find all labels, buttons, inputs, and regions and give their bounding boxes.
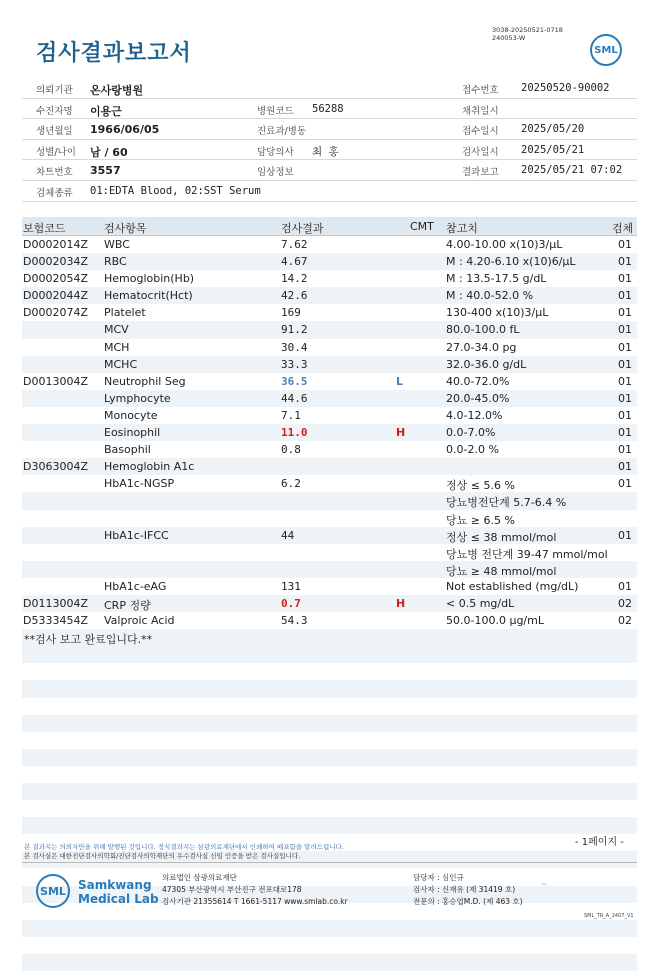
header-cmt: CMT (410, 220, 434, 233)
test-name: Basophil (104, 443, 151, 457)
test-name: MCH (104, 340, 130, 354)
specimen-code: 01 (618, 374, 632, 388)
insurance-code: D5333454Z (23, 614, 88, 628)
empty-row (22, 698, 637, 715)
insurance-code: D0002074Z (23, 306, 88, 320)
footer-logo (36, 874, 70, 908)
specimen-code: 01 (618, 289, 632, 303)
test-name: MCHC (104, 357, 138, 371)
empty-row (22, 954, 637, 971)
test-result: 42.6 (281, 289, 308, 303)
specimen-code: 02 (618, 596, 632, 610)
table-row (22, 424, 637, 441)
header-label: 성별/나이 (36, 146, 76, 158)
test-name: MCV (104, 323, 129, 337)
test-name: Monocyte (104, 408, 158, 422)
specimen-code: 01 (618, 340, 632, 354)
test-result: 30.4 (281, 340, 308, 354)
staff-line: 담당자 : 심인규 (413, 873, 464, 882)
empty-row (22, 766, 637, 783)
table-row (22, 287, 637, 304)
reference-range: 0.0-7.0% (446, 426, 496, 440)
staff-info (413, 872, 523, 908)
report-title: 검사결과보고서 (36, 41, 192, 66)
lab-info-line: 47305 부산광역시 부산진구 전포대로178 (162, 885, 302, 894)
table-row (22, 253, 637, 270)
disclaimer-note: 본 결과지는 의뢰자만을 위해 발행된 것입니다. 정식결과지는 삼광의료재단에서 인쇄하여 배포함을 알려드립니다. (24, 843, 344, 851)
reference-range: 4.0-12.0% (446, 408, 503, 422)
test-result: 14.2 (281, 272, 308, 286)
test-result: 6.2 (281, 477, 301, 491)
header-label: 의뢰기관 (36, 85, 73, 96)
empty-row (22, 800, 637, 817)
header-label: 병원코드 (257, 105, 294, 117)
reference-range: 정상 ≤ 38 mmol/mol (446, 530, 557, 544)
insurance-code: D0113004Z (23, 596, 88, 610)
header-label: 검체종류 (36, 187, 73, 199)
accreditation-note: 본 검사실은 대한진단검사의학회/진단검사의학재단의 우수검사실 신임 인증을 받은 검사실입니다. (24, 852, 301, 860)
header-row (22, 119, 637, 140)
empty-row (22, 646, 637, 663)
insurance-code: D0002044Z (23, 289, 88, 303)
table-row (22, 390, 637, 407)
test-result: 169 (281, 306, 301, 320)
header-label: 검사일시 (462, 146, 499, 158)
header-value: 2025/05/20 (521, 123, 585, 136)
specimen-code: 01 (618, 528, 632, 542)
lab-info-line: 의료법인 삼광의료재단 (162, 873, 237, 882)
reference-range: M : 4.20-6.10 x(10)6/μL (446, 255, 576, 269)
signature: ~ (540, 880, 548, 890)
specimen-code: 01 (618, 255, 632, 269)
reference-range: 당뇨 ≥ 48 mmol/mol (446, 564, 557, 578)
document-id-line: 240053-W (492, 34, 526, 42)
test-name: Neutrophil Seg (104, 374, 186, 388)
test-name: HbA1c-IFCC (104, 528, 169, 542)
table-row (22, 578, 637, 595)
document-id-line: 3038-20250521-0718 (492, 26, 563, 34)
specimen-code: 01 (618, 460, 632, 474)
header-value: 3557 (90, 164, 121, 178)
header-ref: 참고치 (446, 222, 478, 235)
header-label: 임상정보 (257, 167, 294, 179)
specimen-code: 01 (618, 357, 632, 371)
header-value: 20250520-90002 (521, 82, 610, 94)
test-name: Hemoglobin(Hb) (104, 272, 195, 286)
logo-text: SML (594, 44, 618, 56)
lab-name-line2: Medical Lab (78, 892, 159, 906)
reference-range: 정상 ≤ 5.6 % (446, 479, 515, 493)
header-value: 2025/05/21 07:02 (521, 164, 623, 177)
table-row (22, 595, 637, 612)
test-name: Eosinophil (104, 426, 161, 440)
header-value: 01:EDTA Blood, 02:SST Serum (90, 184, 261, 197)
result-flag: H (396, 426, 406, 440)
reference-range: 27.0-34.0 pg (446, 340, 517, 354)
header-row (22, 99, 637, 120)
specimen-code: 01 (618, 408, 632, 422)
header-result: 검사결과 (281, 222, 324, 235)
table-row (22, 270, 637, 287)
reference-range: 20.0-45.0% (446, 391, 510, 405)
reference-range: 0.0-2.0 % (446, 443, 499, 457)
empty-row (22, 749, 637, 766)
reference-range: M : 40.0-52.0 % (446, 289, 534, 303)
table-row (22, 356, 637, 373)
header-value: 56288 (312, 102, 344, 115)
empty-row (22, 817, 637, 834)
test-result: 131 (281, 579, 301, 593)
header-label: 결과보고 (462, 167, 499, 179)
header-value: 최 홍 (312, 145, 339, 158)
empty-row (22, 937, 637, 954)
test-name: CRP 정량 (104, 598, 151, 612)
test-result: 7.62 (281, 238, 308, 251)
test-result: 7.1 (281, 408, 301, 422)
table-body (22, 236, 637, 971)
table-row (22, 510, 637, 527)
test-result: 54.3 (281, 614, 308, 628)
test-result: 4.67 (281, 255, 308, 269)
reference-range: 130-400 x(10)3/μL (446, 306, 549, 320)
insurance-code: D3063004Z (23, 460, 88, 474)
specimen-code: 01 (618, 426, 632, 440)
test-name: HbA1c-eAG (104, 579, 167, 593)
test-name: RBC (104, 255, 127, 269)
sml-logo (590, 34, 622, 66)
test-name: WBC (104, 238, 130, 251)
patient-header (22, 78, 637, 202)
lab-info (162, 872, 348, 908)
test-name: Valproic Acid (104, 614, 175, 628)
empty-row (22, 680, 637, 697)
specimen-code: 01 (618, 238, 632, 251)
result-flag: L (396, 374, 404, 388)
header-spec: 검체 (612, 222, 634, 235)
table-header (22, 217, 637, 236)
header-row (22, 160, 637, 181)
reference-range: Not established (mg/dL) (446, 579, 579, 593)
empty-row (22, 920, 637, 937)
table-row (22, 492, 637, 509)
lab-info-line: 검사기관 21355614 T 1661-5117 www.smlab.co.kr (162, 897, 348, 906)
test-result: 33.3 (281, 357, 308, 371)
header-value: 이용근 (90, 104, 122, 118)
empty-row (22, 732, 637, 749)
specimen-code: 01 (618, 391, 632, 405)
document-id (492, 26, 563, 42)
lab-name-line1: Samkwang (78, 878, 152, 892)
test-result: 91.2 (281, 323, 308, 337)
lab-name (78, 878, 159, 906)
staff-line: 전문의 : 홍승엽M.D. (제 463 호) (413, 897, 523, 906)
staff-line: 검사자 : 신재유 (제 31419 호) (413, 885, 516, 894)
test-result: 36.5 (281, 374, 308, 388)
table-row (22, 407, 637, 424)
report-complete-note: **검사 보고 완료입니다.** (24, 633, 153, 647)
header-label: 생년월일 (36, 126, 73, 138)
test-name: HbA1c-NGSP (104, 477, 175, 491)
header-label: 진료과/병동 (257, 126, 307, 138)
table-row (22, 612, 637, 629)
specimen-code: 01 (618, 323, 632, 337)
reference-range: M : 13.5-17.5 g/dL (446, 272, 547, 286)
insurance-code: D0002034Z (23, 255, 88, 269)
reference-range: 4.00-10.00 x(10)3/μL (446, 238, 563, 251)
insurance-code: D0013004Z (23, 374, 88, 388)
footer-divider (22, 862, 637, 863)
specimen-code: 01 (618, 579, 632, 593)
header-label: 접수번호 (462, 85, 499, 96)
header-label: 차트번호 (36, 167, 73, 179)
header-value: 2025/05/21 (521, 143, 585, 156)
empty-row (22, 663, 637, 680)
table-row (22, 339, 637, 356)
header-row (22, 181, 637, 202)
form-version: SML_TR_A_2407_V1 (584, 913, 634, 919)
test-name: Hematocrit(Hct) (104, 289, 193, 303)
table-row (22, 373, 637, 390)
empty-row (22, 715, 637, 732)
header-value: 남 / 60 (90, 145, 128, 159)
reference-range: 당뇨 ≥ 6.5 % (446, 513, 515, 527)
reference-range: < 0.5 mg/dL (446, 596, 515, 610)
table-row (22, 441, 637, 458)
test-result: 44 (281, 528, 295, 542)
table-row (22, 458, 637, 475)
test-name: Platelet (104, 306, 146, 320)
header-label: 담당의사 (257, 146, 294, 158)
table-row (22, 561, 637, 578)
table-row (22, 527, 637, 544)
header-item: 검사항목 (104, 222, 147, 235)
test-result: 44.6 (281, 391, 308, 405)
specimen-code: 01 (618, 272, 632, 286)
empty-row (22, 783, 637, 800)
reference-range: 32.0-36.0 g/dL (446, 357, 527, 371)
header-label: 접수일시 (462, 126, 499, 138)
header-label: 채취일시 (462, 105, 499, 117)
test-result: 0.7 (281, 596, 301, 610)
test-result: 0.8 (281, 443, 301, 457)
header-row (22, 140, 637, 161)
reference-range: 40.0-72.0% (446, 374, 510, 388)
header-row (22, 78, 637, 99)
table-row (22, 304, 637, 321)
specimen-code: 01 (618, 443, 632, 457)
table-row (22, 236, 637, 253)
insurance-code: D0002054Z (23, 272, 88, 286)
header-value: 온사랑병원 (90, 84, 144, 97)
specimen-code: 01 (618, 306, 632, 320)
header-value: 1966/06/05 (90, 123, 160, 137)
insurance-code: D0002014Z (23, 238, 88, 251)
footer-logo-text: SML (40, 884, 66, 898)
reference-range: 80.0-100.0 fL (446, 323, 520, 337)
test-result: 11.0 (281, 426, 308, 440)
specimen-code: 01 (618, 477, 632, 491)
reference-range: 당뇨병 전단계 39-47 mmol/mol (446, 547, 608, 561)
reference-range: 당뇨병전단계 5.7-6.4 % (446, 496, 567, 510)
header-code: 보험코드 (23, 222, 66, 235)
result-flag: H (396, 596, 406, 610)
specimen-code: 02 (618, 614, 632, 628)
table-row (22, 544, 637, 561)
test-name: Lymphocyte (104, 391, 171, 405)
table-row (22, 321, 637, 338)
test-name: Hemoglobin A1c (104, 460, 195, 474)
reference-range: 50.0-100.0 μg/mL (446, 614, 544, 628)
header-label: 수진자명 (36, 105, 73, 117)
page-number: - 1페이지 - (575, 837, 624, 848)
table-footer-note (22, 629, 637, 646)
table-row (22, 475, 637, 492)
